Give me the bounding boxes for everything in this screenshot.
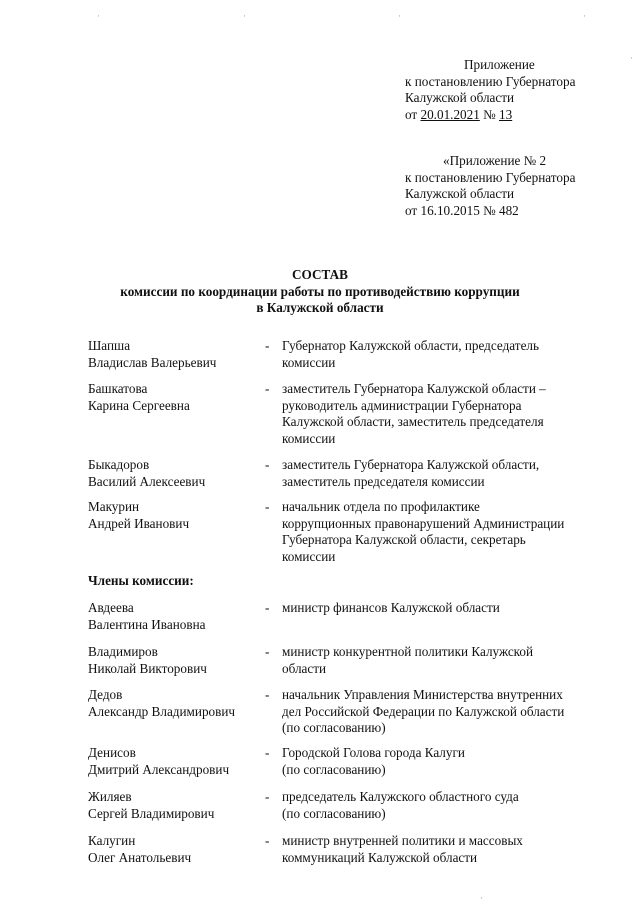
- member-surname: Денисов: [88, 745, 136, 760]
- decree-number: 13: [499, 106, 513, 122]
- appendix-date-line: [405, 107, 625, 124]
- member-role: [282, 499, 588, 565]
- decree-date: 20.01.2021: [420, 106, 480, 122]
- member-given-names: Олег Анатольевич: [88, 849, 192, 865]
- member-surname: Макурин: [88, 499, 140, 514]
- date-prefix: от: [405, 106, 421, 122]
- role-line: заместитель Губернатора Калужской области –: [282, 381, 546, 396]
- scan-speck: ·: [243, 11, 246, 21]
- dash: -: [265, 833, 270, 848]
- member-role: [282, 789, 588, 822]
- role-line: дел Российской Федерации по Калужской области: [282, 703, 565, 719]
- member-surname: Калугин: [88, 833, 136, 848]
- member-given-names: Карина Сергеевна: [88, 397, 190, 413]
- member-surname: Шапша: [88, 338, 131, 353]
- member-given-names: Дмитрий Александрович: [88, 761, 230, 777]
- member-name: [88, 381, 263, 414]
- scan-speck: ·: [480, 893, 483, 903]
- member-role: [282, 833, 588, 866]
- member-name: [88, 745, 263, 778]
- scan-speck: ·: [398, 11, 401, 21]
- previous-appendix-line: от 16.10.2015 № 482: [405, 202, 519, 218]
- dash: -: [265, 687, 270, 702]
- role-line: заместитель председателя комиссии: [282, 473, 485, 489]
- member-surname: Авдеева: [88, 600, 134, 615]
- dash: -: [265, 789, 270, 804]
- appendix-header: [405, 57, 625, 123]
- member-role: [282, 457, 588, 490]
- member-given-names: Александр Владимирович: [88, 703, 236, 719]
- dash: -: [265, 381, 270, 396]
- dash: -: [265, 338, 270, 353]
- member-role: [282, 644, 588, 677]
- role-line: председатель Калужского областного суда: [282, 789, 519, 804]
- number-sign: №: [479, 106, 500, 122]
- dash: -: [265, 600, 270, 615]
- title-subtitle: в Калужской области: [256, 300, 384, 315]
- appendix-line: к постановлению Губернатора: [405, 73, 576, 89]
- role-line: комиссии: [282, 430, 336, 446]
- dash: -: [265, 745, 270, 760]
- role-line: министр финансов Калужской области: [282, 600, 500, 615]
- role-line: Калужской области, заместитель председателя: [282, 414, 544, 429]
- dash: -: [265, 644, 270, 659]
- member-surname: Дедов: [88, 687, 123, 702]
- member-surname: Жиляев: [88, 789, 132, 804]
- member-name: [88, 687, 263, 720]
- member-given-names: Николай Викторович: [88, 660, 207, 676]
- member-name: [88, 600, 263, 633]
- member-name: [88, 789, 263, 822]
- role-line: (по согласованию): [282, 805, 386, 821]
- member-name: [88, 644, 263, 677]
- member-given-names: Валентина Ивановна: [88, 616, 206, 632]
- appendix-line: Калужской области: [405, 90, 515, 105]
- member-role: [282, 338, 588, 371]
- role-line: министр внутренней политики и массовых: [282, 833, 523, 848]
- role-line: заместитель Губернатора Калужской области,: [282, 457, 540, 472]
- appendix-line: Приложение: [464, 57, 535, 72]
- role-line: Городской Голова города Калуги: [282, 745, 465, 760]
- member-given-names: Андрей Иванович: [88, 515, 190, 531]
- document-title: [0, 267, 640, 317]
- role-line: комиссии: [282, 548, 336, 564]
- member-role: [282, 745, 588, 778]
- role-line: Губернатора Калужской области, секретарь: [282, 532, 526, 547]
- members-label: Члены комиссии:: [88, 573, 194, 588]
- member-name: [88, 457, 263, 490]
- role-line: коррупционных правонарушений Администрации: [282, 515, 565, 531]
- role-line: комиссии: [282, 354, 336, 370]
- role-line: министр конкурентной политики Калужской: [282, 644, 534, 659]
- role-line: (по согласованию): [282, 720, 386, 735]
- member-role: [282, 600, 588, 617]
- role-line: области: [282, 660, 327, 676]
- member-name: [88, 833, 263, 866]
- role-line: Губернатор Калужской области, председатель: [282, 338, 540, 353]
- scan-speck: ·: [583, 11, 586, 21]
- member-surname: Башкатова: [88, 381, 148, 396]
- member-name: [88, 338, 263, 371]
- member-surname: Быкадоров: [88, 457, 150, 472]
- role-line: коммуникаций Калужской области: [282, 849, 478, 865]
- previous-appendix-line: Калужской области: [405, 186, 515, 201]
- previous-appendix-header: [405, 153, 625, 219]
- member-given-names: Сергей Владимирович: [88, 805, 215, 821]
- member-given-names: Владислав Валерьевич: [88, 354, 217, 370]
- dash: -: [265, 457, 270, 472]
- member-surname: Владимиров: [88, 644, 158, 659]
- title-main: СОСТАВ: [292, 267, 348, 282]
- role-line: начальник Управления Министерства внутренних: [282, 687, 563, 702]
- scan-speck: ·: [630, 53, 633, 63]
- previous-appendix-line: к постановлению Губернатора: [405, 169, 576, 185]
- member-given-names: Василий Алексеевич: [88, 473, 206, 489]
- dash: -: [265, 499, 270, 514]
- scan-speck: ·: [97, 11, 100, 21]
- role-line: руководитель администрации Губернатора: [282, 397, 522, 413]
- role-line: начальник отдела по профилактике: [282, 499, 480, 514]
- role-line: (по согласованию): [282, 761, 386, 777]
- member-role: [282, 381, 588, 447]
- previous-appendix-line: «Приложение № 2: [443, 153, 547, 168]
- title-subtitle: комиссии по координации работы по противодействию коррупции: [120, 283, 520, 299]
- member-role: [282, 687, 588, 737]
- member-name: [88, 499, 263, 532]
